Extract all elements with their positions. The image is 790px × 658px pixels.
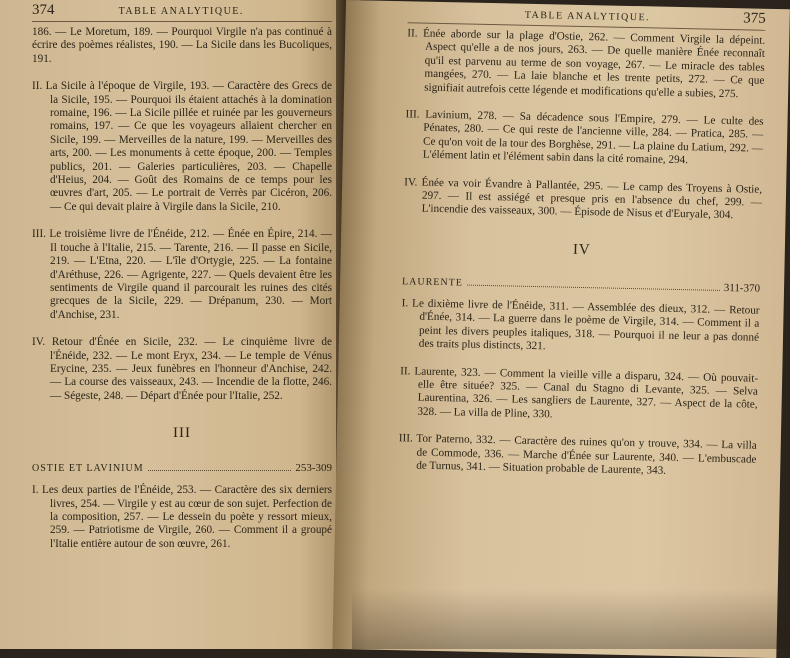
section-numeral: III xyxy=(173,425,191,442)
index-entry: III. Le troisième livre de l'Énéide, 212. — Énée en Épire, 214. — Il touche à l'Italie, 215. — Tarente, 216. — Il passe en Sicile, 219. — L'Etna, 220. — L'île d'Ortygie, 225. — La fontaine d'Aréthuse, 226. — Agrigente, 227. — Quels devaient être les sentiments de Virgile quand il parcourait les ruines des cités grecques de la Sicile, 229. — Drépanum, 230. — Mort d'Anchise, 231. xyxy=(32,228,332,321)
section-page-range: 311-370 xyxy=(723,281,761,295)
index-entry: III. Lavinium, 278. — Sa décadence sous l'Empire, 279. — Le culte des Pénates, 280. — Ce qui reste de l'ancienne ville, 284. — Pratica, 285. — Ce qu'on voit de la tour des Borghèse, 291. — La plaine du Latium, 292. — L'élément latin et l'élément sabin dans la cité romaine, 294. xyxy=(405,108,764,167)
section-numeral: IV xyxy=(572,241,591,259)
right-running-title: TABLE ANALYTIQUE. xyxy=(524,9,651,24)
left-page-number: 374 xyxy=(32,2,55,18)
right-page xyxy=(332,0,789,658)
index-entry: II. La Sicile à l'époque de Virgile, 193. — Caractère des Grecs de la Sicile, 195. — Pourquoi ils étaient attachés à la domination romaine, 196. — La Sicile pillée et ruinée par les gouverneurs romains, 197. — Ce que les voyageurs allaient chercher en Sicile, 199. — Merveilles de la nature, 199. — Merveilles des arts, 200. — Les monuments à cette époque, 200. — Temples publics, 201. — Galeries particulières, 203. — Chapelle d'Heius, 204. — Goût des Romains de ce temps pour les œuvres d'art, 205. — Le portrait de Verrès par Cicéron, 206. — Ce qui devait plaire à Virgile dans la Sicile, 210. xyxy=(32,80,332,213)
section-page-range: 253-309 xyxy=(295,462,332,475)
right-page-header xyxy=(408,3,766,30)
left-page xyxy=(0,0,352,649)
section-heading xyxy=(32,462,332,474)
index-entry: II. Énée aborde sur la plage d'Ostie, 262. — Comment Virgile la dépeint. Aspect qu'elle a de nos jours, 263. — De quelle manière Énée reconnaît qu'il est parvenu au terme de son voyage, 267. — Le miracle des tables mangées, 270. — La laie blanche et les trente petits, 272. — Ce que signifiait autrefois cette légende et modifications qu'elle a subies, 275. xyxy=(407,27,766,100)
index-entry: III. Tor Paterno, 332. — Caractère des ruines qu'on y trouve, 334. — La villa de Commode, 336. — Marche d'Énée sur Laurente, 340. — L'embuscade de Turnus, 341. — Situation probable de Laurente, 343. xyxy=(398,432,757,477)
section-heading xyxy=(402,275,760,294)
leader-dots xyxy=(148,470,292,471)
left-page-header xyxy=(32,2,332,22)
index-entry: IV. Retour d'Énée en Sicile, 232. — Le cinquième livre de l'Énéide, 232. — Le mont Eryx, 234. — Le temple de Vénus Erycine, 235. — Jeux funèbres en l'honneur d'Anchise, 242. — La course des vaisseaux, 243. — Incendie de la flotte, 246. — Ségeste, 248. — Départ d'Énée pour l'Italie, 252. xyxy=(32,336,332,402)
index-entry: IV. Énée va voir Évandre à Pallantée, 295. — Le camp des Troyens à Ostie, 297. — Il est assiégé et presque pris en l'absence du chef, 299. — L'incendie des vaisseaux, 300. — Épisode de Nisus et d'Euryale, 304. xyxy=(404,175,763,222)
leader-dots xyxy=(467,284,720,290)
index-entry: II. Laurente, 323. — Comment la vieille ville a disparu, 324. — Où pouvait-elle être située? 325. — Canal du Stagno di Levante, 325. — Selva Laurentina, 326. — Les sangliers de Laurente, 327. — Aspect de la côte, 328. — La villa de Pline, 330. xyxy=(400,364,759,421)
right-page-number: 375 xyxy=(743,10,766,27)
left-running-title: TABLE ANALYTIQUE. xyxy=(118,6,244,17)
index-entry: I. Les deux parties de l'Énéide, 253. — Caractère des six derniers livres, 254. — Virgile y est au cœur de son sujet. Perfection de la composition, 257. — Le dessein du poète y ressort mieux, 259. — Patriotisme de Virgile, 260. — Comment il a groupé l'Italie entière autour de son œuvre, 261. xyxy=(32,484,332,550)
section-title: OSTIE ET LAVINIUM xyxy=(32,463,144,475)
index-entry: I. Le dixième livre de l'Énéide, 311. — Assemblée des dieux, 312. — Retour d'Énée, 314. — La guerre dans le poème de Virgile, 314. — Comment il a peint les divers peuples italiques, 318. — Pourquoi il ne leur a pas donné des traits plus distincts, 321. xyxy=(401,297,760,353)
index-entry: 186. — Le Moretum, 189. — Pourquoi Virgile n'a pas continué à écrire des poèmes réalistes, 190. — La Sicile dans les Bucoliques, 191. xyxy=(32,26,332,65)
section-title: LAURENTE xyxy=(401,276,463,289)
